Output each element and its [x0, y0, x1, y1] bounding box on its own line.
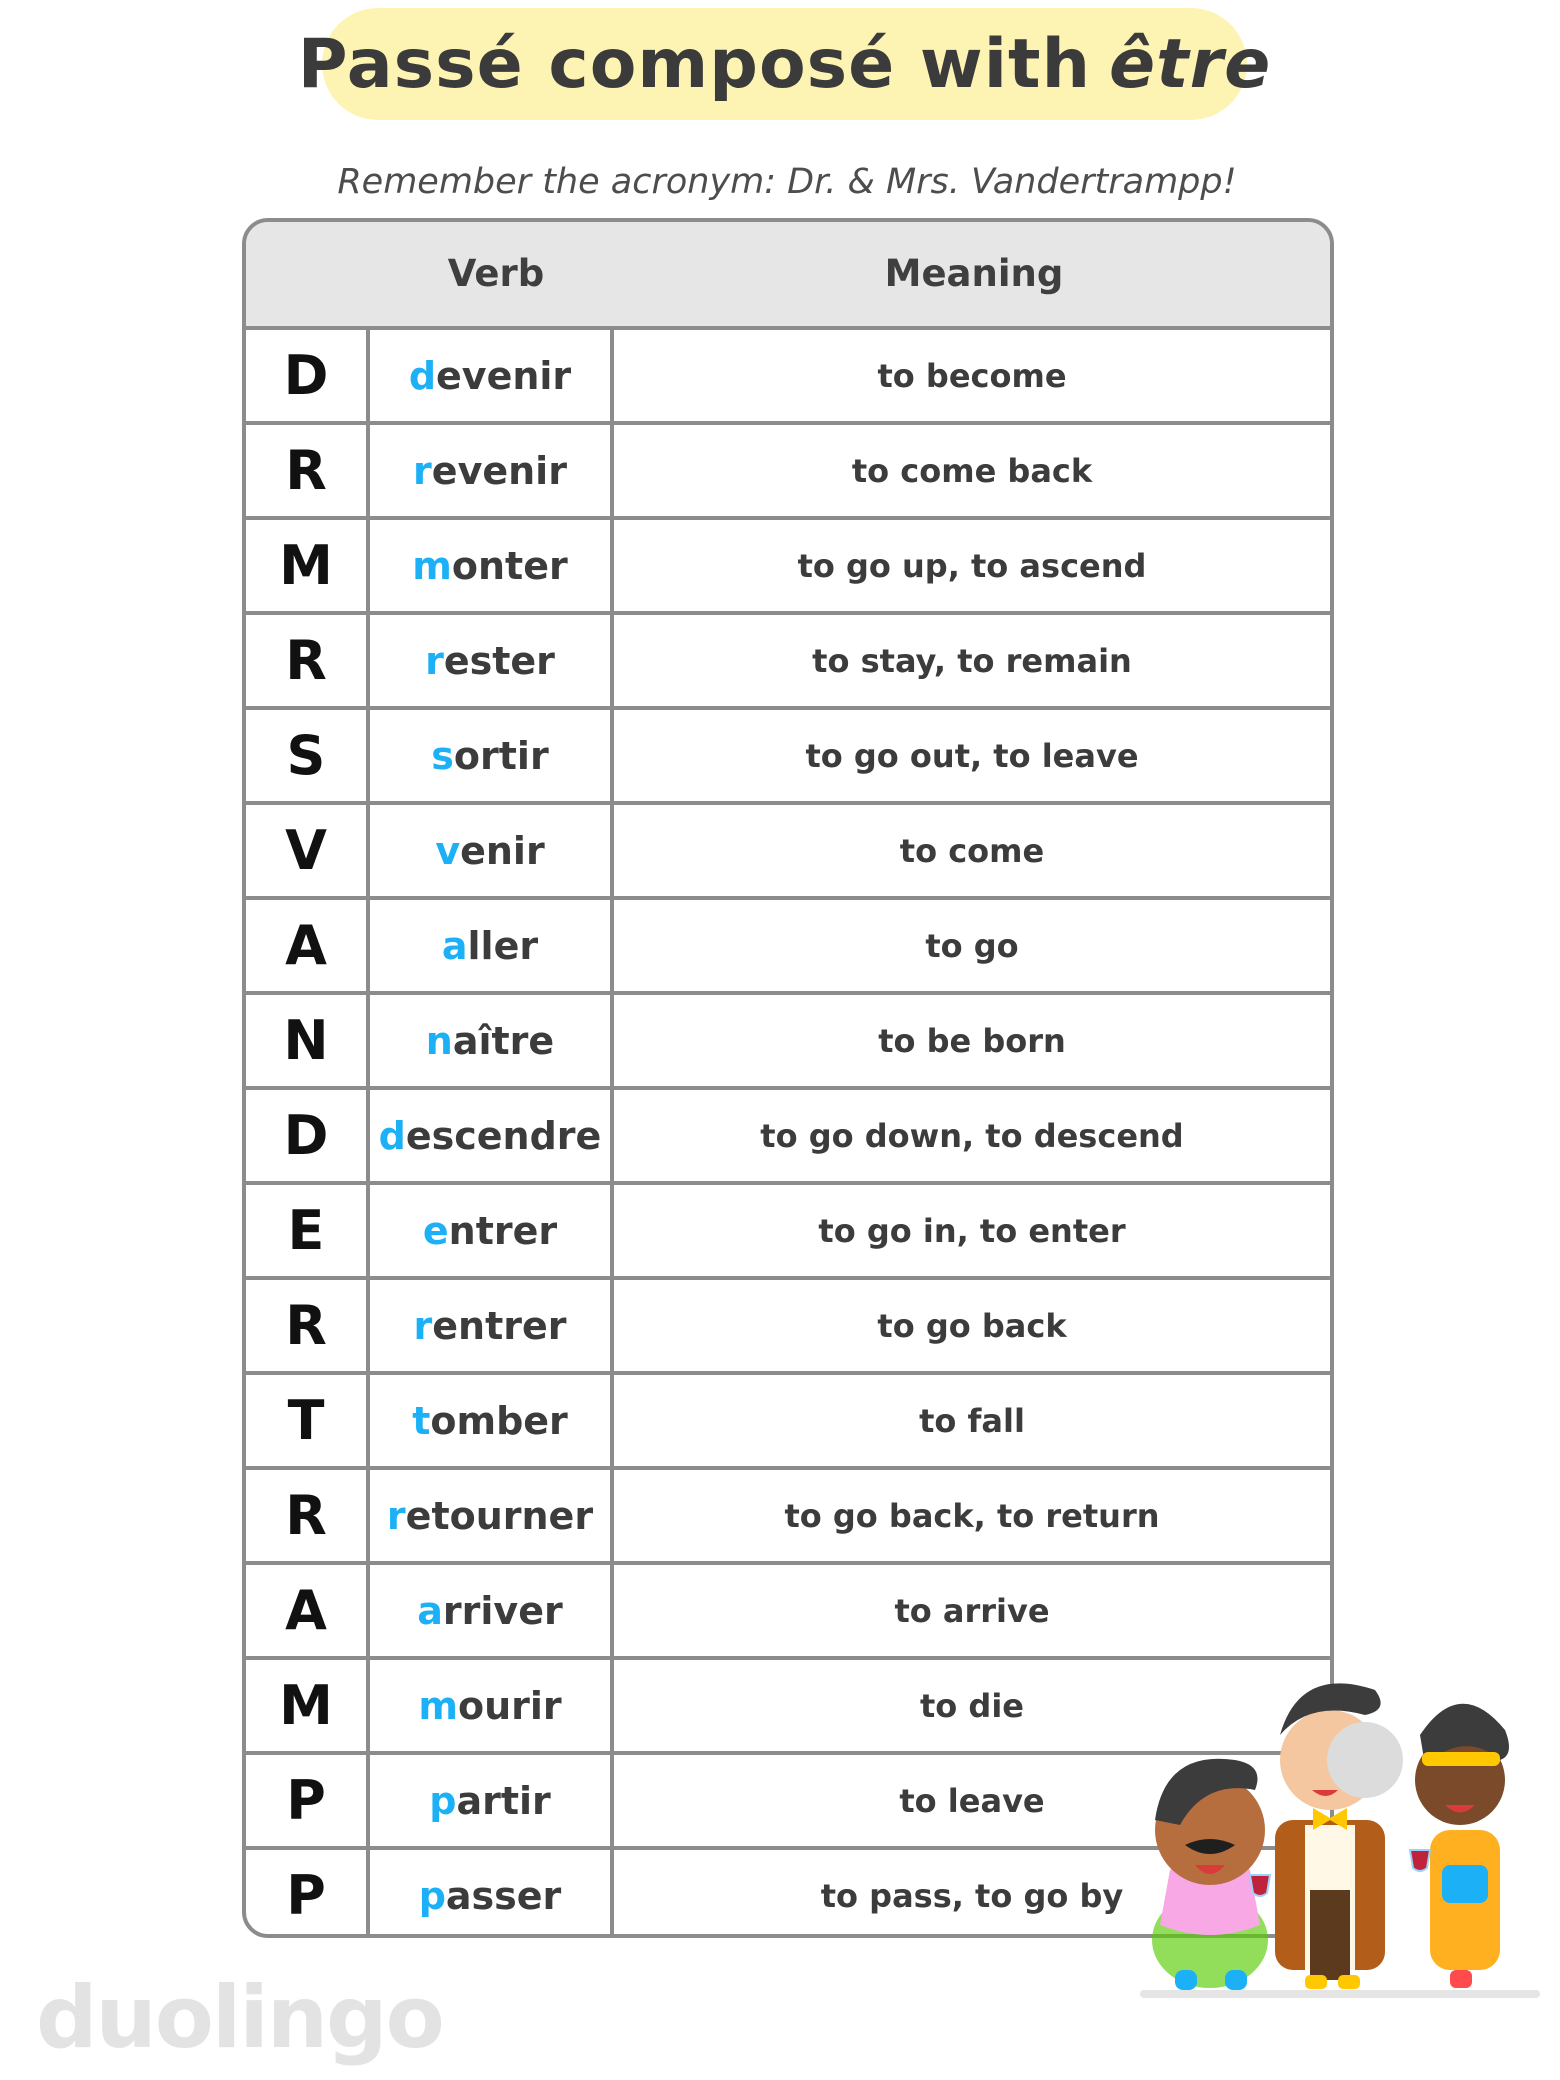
acronym-letter: P	[246, 1755, 370, 1846]
meaning-cell: to arrive	[894, 1591, 1050, 1630]
verb-cell	[370, 1185, 614, 1276]
acronym-letter: M	[246, 1660, 370, 1751]
verb-first-letter: t	[412, 1398, 431, 1443]
meaning-cell: to pass, to go by	[820, 1876, 1124, 1915]
verb-first-letter: d	[408, 353, 437, 398]
table-row	[246, 710, 1330, 805]
verb-cell	[370, 1755, 614, 1846]
meaning-cell: to die	[920, 1686, 1024, 1725]
acronym-letter: M	[246, 520, 370, 611]
verb-cell	[370, 1375, 614, 1466]
verb-cell	[370, 1565, 614, 1656]
acronym-letter: R	[246, 425, 370, 516]
meaning-cell: to go back, to return	[784, 1496, 1160, 1535]
table-row	[246, 615, 1330, 710]
verb-rest: asser	[445, 1873, 562, 1918]
verb-cell	[370, 1280, 614, 1371]
table-header	[246, 222, 1330, 330]
characters-illustration	[1100, 1640, 1560, 2010]
meaning-cell: to be born	[878, 1021, 1066, 1060]
verb-cell	[370, 900, 614, 991]
verb-rest: ntrer	[448, 1208, 558, 1253]
table-row	[246, 425, 1330, 520]
meaning-cell: to come back	[851, 451, 1093, 490]
verb-first-letter: a	[417, 1588, 443, 1633]
acronym-letter: D	[246, 330, 370, 421]
verb-first-letter: r	[425, 638, 444, 683]
verb-cell	[370, 1660, 614, 1751]
meaning-cell: to go out, to leave	[805, 736, 1139, 775]
meaning-cell: to stay, to remain	[812, 641, 1132, 680]
verb-first-letter: p	[429, 1778, 457, 1823]
verb-rest: escendre	[405, 1113, 602, 1158]
table-row	[246, 1280, 1330, 1375]
verb-rest: omber	[430, 1398, 568, 1443]
table-row	[246, 900, 1330, 995]
meaning-cell: to go up, to ascend	[797, 546, 1147, 585]
verb-rest: rriver	[442, 1588, 563, 1633]
acronym-letter: E	[246, 1185, 370, 1276]
verb-cell	[370, 520, 614, 611]
acronym-letter: R	[246, 1280, 370, 1371]
meaning-cell: to fall	[919, 1401, 1025, 1440]
header-verb: Verb	[447, 252, 545, 295]
table-row	[246, 805, 1330, 900]
verb-rest: ester	[443, 638, 555, 683]
verb-first-letter: m	[418, 1683, 458, 1728]
verb-rest: aître	[452, 1018, 555, 1063]
verb-first-letter: a	[441, 923, 468, 968]
acronym-letter: P	[246, 1850, 370, 1938]
acronym-letter: S	[246, 710, 370, 801]
verb-rest: etourner	[405, 1493, 594, 1538]
table-row	[246, 330, 1330, 425]
verb-first-letter: v	[435, 828, 461, 873]
acronym-letter: D	[246, 1090, 370, 1181]
verb-rest: ourir	[457, 1683, 562, 1728]
table-row	[246, 1090, 1330, 1185]
verb-rest: artir	[456, 1778, 551, 1823]
verb-first-letter: p	[418, 1873, 446, 1918]
meaning-cell: to go down, to descend	[760, 1116, 1184, 1155]
verb-rest: evenir	[436, 353, 572, 398]
verb-cell	[370, 1090, 614, 1181]
duolingo-logo: duolingo	[36, 1968, 443, 2068]
meaning-cell: to become	[877, 356, 1067, 395]
verb-first-letter: r	[413, 1303, 433, 1348]
character-middle	[1275, 1683, 1403, 1989]
verb-cell	[370, 1850, 614, 1938]
verb-rest: entrer	[432, 1303, 567, 1348]
verb-rest: ortir	[453, 733, 549, 778]
verb-cell	[370, 615, 614, 706]
verb-cell	[370, 1470, 614, 1561]
verb-rest: ller	[467, 923, 539, 968]
verb-cell	[370, 330, 614, 421]
title-main: Passé composé with	[297, 24, 1091, 104]
meaning-cell: to go in, to enter	[818, 1211, 1126, 1250]
verb-cell	[370, 995, 614, 1086]
table-row	[246, 995, 1330, 1090]
header-meaning: Meaning	[884, 252, 1064, 295]
verb-first-letter: n	[425, 1018, 453, 1063]
acronym-letter: R	[246, 615, 370, 706]
acronym-letter: V	[246, 805, 370, 896]
acronym-letter: A	[246, 900, 370, 991]
acronym-letter: R	[246, 1470, 370, 1561]
title-emphasis: être	[1108, 24, 1272, 104]
table-row	[246, 1375, 1330, 1470]
verb-rest: onter	[451, 543, 568, 588]
acronym-letter: N	[246, 995, 370, 1086]
acronym-letter: A	[246, 1565, 370, 1656]
table-row	[246, 1470, 1330, 1565]
verb-cell	[370, 805, 614, 896]
table-row	[246, 1185, 1330, 1280]
verb-cell	[370, 710, 614, 801]
meaning-cell: to leave	[899, 1781, 1045, 1820]
character-right	[1415, 1704, 1509, 1988]
meaning-cell: to go back	[877, 1306, 1067, 1345]
page-title	[297, 8, 1272, 120]
subtitle: Remember the acronym: Dr. & Mrs. Vandertrampp!	[337, 162, 1237, 202]
verb-rest: enir	[460, 828, 545, 873]
verb-first-letter: e	[422, 1208, 449, 1253]
table-row	[246, 520, 1330, 615]
meaning-cell: to come	[899, 831, 1045, 870]
verb-first-letter: s	[431, 733, 454, 778]
verb-rest: evenir	[431, 448, 567, 493]
meaning-cell: to go	[925, 926, 1019, 965]
verb-cell	[370, 425, 614, 516]
verb-first-letter: m	[412, 543, 452, 588]
verb-first-letter: r	[413, 448, 432, 493]
verb-first-letter: r	[386, 1493, 406, 1538]
verb-first-letter: d	[378, 1113, 406, 1158]
acronym-letter: T	[246, 1375, 370, 1466]
